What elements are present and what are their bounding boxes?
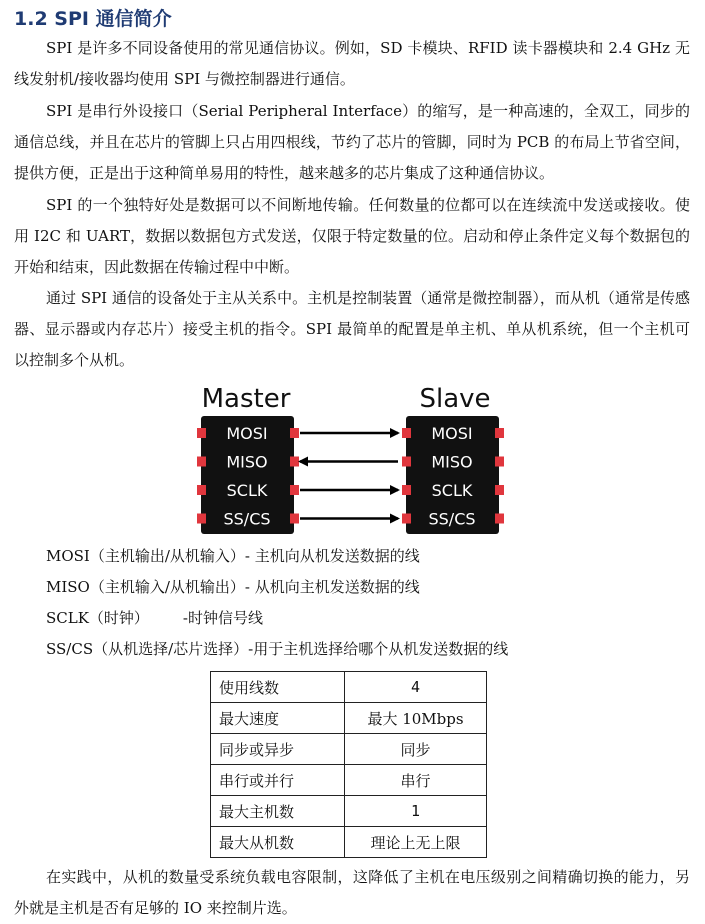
table-row bbox=[211, 765, 487, 796]
master-signal-label: MOSI bbox=[226, 424, 268, 443]
slave-pin-left bbox=[402, 428, 411, 438]
slave-label: Slave bbox=[419, 384, 491, 414]
master-signal-label: SCLK bbox=[226, 481, 268, 500]
definition-term: MISO（主机输入/从机输出） bbox=[46, 578, 245, 596]
master-pin-left bbox=[197, 514, 206, 524]
slave-pin-right bbox=[495, 485, 504, 495]
table-key: 最大从机数 bbox=[211, 827, 345, 858]
master-label: Master bbox=[201, 384, 291, 414]
slave-signal-label: SCLK bbox=[431, 481, 473, 500]
slave-signal-label: MISO bbox=[431, 452, 473, 472]
master-pin-left bbox=[197, 457, 206, 467]
table-value: 同步 bbox=[345, 734, 487, 765]
slave-pin-left bbox=[402, 457, 411, 467]
definition-row bbox=[46, 634, 686, 665]
definition-desc: - 从机向主机发送数据的线 bbox=[244, 578, 420, 596]
slave-signal-label: SS/CS bbox=[428, 509, 476, 529]
paragraph-closing: 在实践中，从机的数量受系统负载电容限制，这降低了主机在电压级别之间精确切换的能力，另外就是主机是否有足够的 IO 来控制片选。 bbox=[14, 868, 690, 917]
paragraph-advantage: SPI 的一个独特好处是数据可以不间断地传输。任何数量的位都可以在连续流中发送或接收。使用 I2C 和 UART，数据以数据包方式发送，仅限于特定数量的位。启动和停止条件定义每个数据包的开始和结束，因此数据在传输过程中中断。 bbox=[14, 196, 690, 276]
definition-row bbox=[46, 572, 686, 603]
master-signal-label: MISO bbox=[226, 452, 268, 472]
slave-pin-right bbox=[495, 428, 504, 438]
definition-desc: - 主机向从机发送数据的线 bbox=[244, 547, 420, 565]
table-row bbox=[211, 672, 487, 703]
slave-signal-label: MOSI bbox=[431, 424, 473, 443]
master-pin-left bbox=[197, 485, 206, 495]
table-value: 1 bbox=[345, 796, 487, 827]
slave-pin-left bbox=[402, 485, 411, 495]
slave-pin-right bbox=[495, 514, 504, 524]
table-value: 4 bbox=[345, 672, 487, 703]
spi-summary-table bbox=[210, 671, 487, 858]
definition-desc: -用于主机选择给哪个从机发送数据的线 bbox=[248, 640, 509, 658]
paragraph-intro: SPI 是许多不同设备使用的常见通信协议。例如，SD 卡模块、RFID 读卡器模块和 2.4 GHz 无线发射机/接收器均使用 SPI 与微控制器进行通信。 bbox=[14, 39, 690, 88]
slave-pin-left bbox=[402, 514, 411, 524]
table-row bbox=[211, 827, 487, 858]
master-pin-right bbox=[290, 457, 299, 467]
definition-row bbox=[46, 603, 686, 634]
table-value: 理论上无上限 bbox=[345, 827, 487, 858]
table-row bbox=[211, 703, 487, 734]
table-row bbox=[211, 796, 487, 827]
definition-term: MOSI（主机输出/从机输入） bbox=[46, 547, 245, 565]
master-pin-right bbox=[290, 485, 299, 495]
table-value: 串行 bbox=[345, 765, 487, 796]
table-key: 同步或异步 bbox=[211, 734, 345, 765]
table-value: 最大 10Mbps bbox=[345, 703, 487, 734]
table-key: 串行或并行 bbox=[211, 765, 345, 796]
definition-row bbox=[46, 541, 686, 572]
paragraph-definition: SPI 是串行外设接口（Serial Peripheral Interface）的缩写，是一种高速的，全双工，同步的通信总线，并且在芯片的管脚上只占用四根线，节约了芯片的管脚，同时为 PCB 的布局上节省空间，提供方便，正是出于这种简单易用的特性，越来越多的芯片集成了这种通信协议。 bbox=[14, 102, 690, 182]
definition-term: SCLK（时钟） bbox=[46, 609, 149, 627]
master-pin-right bbox=[290, 514, 299, 524]
table-key: 最大主机数 bbox=[211, 796, 345, 827]
paragraph-master-slave: 通过 SPI 通信的设备处于主从关系中。主机是控制装置（通常是微控制器），而从机（通常是传感器、显示器或内存芯片）接受主机的指令。SPI 最简单的配置是单主机、单从机系统，但一个主机可以控制多个从机。 bbox=[14, 289, 690, 369]
table-key: 使用线数 bbox=[211, 672, 345, 703]
definition-desc: -时钟信号线 bbox=[182, 609, 263, 627]
master-pin-left bbox=[197, 428, 206, 438]
master-signal-label: SS/CS bbox=[223, 509, 271, 529]
definition-term: SS/CS（从机选择/芯片选择） bbox=[46, 640, 249, 658]
master-pin-right bbox=[290, 428, 299, 438]
signal-definitions bbox=[46, 541, 686, 665]
table-key: 最大速度 bbox=[211, 703, 345, 734]
spi-master-slave-diagram bbox=[186, 378, 519, 538]
table-row bbox=[211, 734, 487, 765]
section-heading: 1.2 SPI 通信简介 bbox=[14, 8, 172, 30]
slave-pin-right bbox=[495, 457, 504, 467]
